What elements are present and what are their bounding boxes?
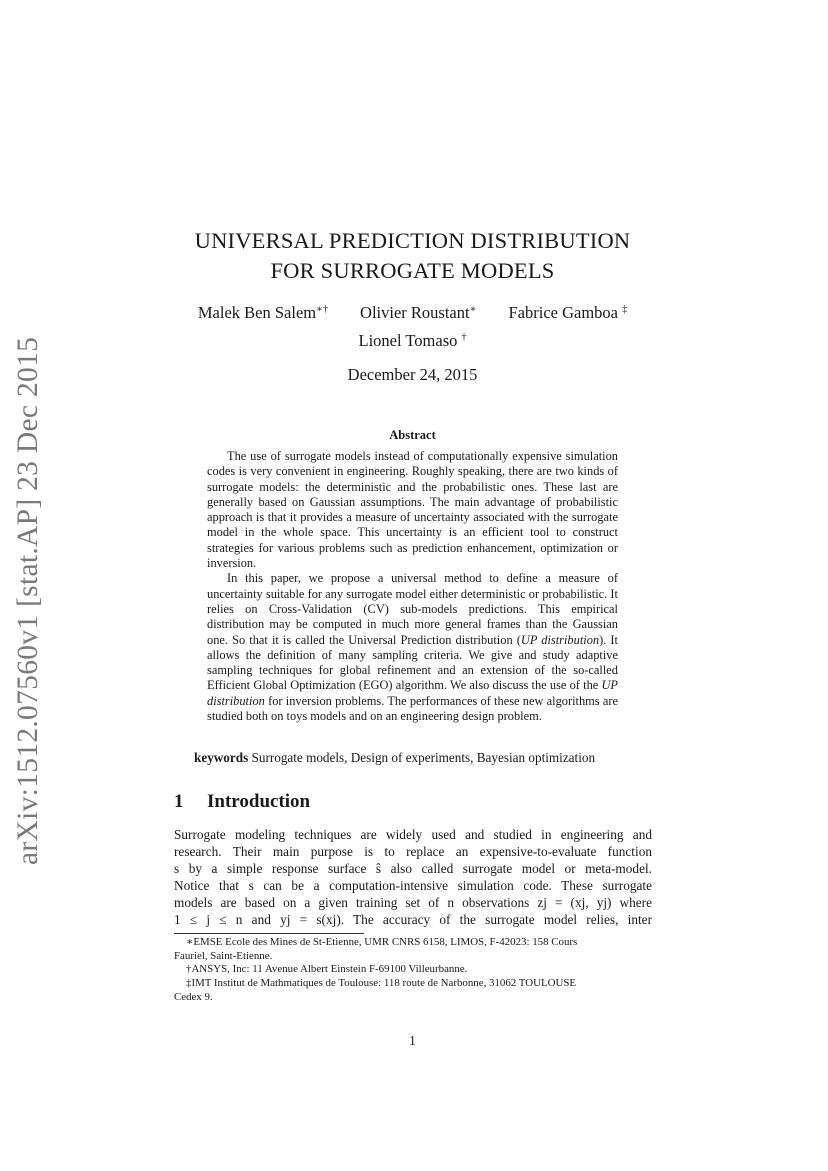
author: Fabrice Gamboa ‡ [508, 303, 628, 322]
text-line: Surrogate modeling techniques are widely used and studied in engineering and [174, 827, 652, 842]
up-distribution-term: UP distribution [207, 678, 618, 708]
text-line: s by a simple response surface ŝ also called surrogate model or meta-model. [174, 861, 652, 877]
keywords-text: Surrogate models, Design of experiments, Bayesian optimization [251, 750, 596, 765]
keywords-label: keywords [194, 750, 249, 765]
text-line: models are based on a given training set of n observations zj = (xj, yj) where [174, 895, 652, 911]
title-line-2: FOR SURROGATE MODELS [270, 258, 555, 283]
page-number: 1 [409, 1033, 416, 1048]
author: Lionel Tomaso † [358, 331, 467, 350]
keywords-line [194, 750, 664, 766]
footnote-affiliation-emse: ∗EMSE Ecole des Mines de St-Etienne, UMR CNRS 6158, LIMOS, F-42023: 158 Cours [186, 936, 578, 948]
up-distribution-term: UP distribution [520, 632, 600, 647]
section-heading [174, 790, 310, 814]
abstract-paragraph-1: The use of surrogate models instead of computationally expensive simulation codes is very convenient in engineering. Roughly speaking, there are two kinds of surrogate models: the deterministic and the probabilistic ones. These last are generally based on Gaussian assumptions. The main advantage of probabilistic approach is that it provides a measure of uncertainty associated with the surrogate model in the whole space. This uncertainty is an efficient tool to construct strategies for various problems such as prediction enhancement, optimization or inversion. [207, 449, 618, 571]
footnote-affiliation-imt: ‡IMT Institut de Mathmatiques de Toulouse: 118 route de Narbonne, 31062 TOULOUSE [186, 977, 577, 990]
footnote-affiliation-ansys: †ANSYS, Inc: 11 Avenue Albert Einstein F-69100 Villeurbanne. [186, 963, 468, 976]
footnote-divider [174, 933, 364, 934]
section-number: 1 [174, 791, 184, 812]
abstract-heading: Abstract [389, 428, 436, 442]
introduction-paragraph [174, 826, 652, 929]
author: Olivier Roustant∗ [360, 303, 477, 322]
publication-date: December 24, 2015 [347, 365, 478, 384]
footnotes [174, 936, 652, 1005]
footnote-affiliation-imt-cont: Cedex 9. [174, 990, 213, 1003]
title-line-1: UNIVERSAL PREDICTION DISTRIBUTION [194, 228, 631, 253]
text-line: 1 ≤ j ≤ n and yj = s(xj). The accuracy of the surrogate model relies, inter [174, 912, 652, 928]
author-list [150, 302, 675, 324]
text-line: Notice that s can be a computation-intensive simulation code. These surrogate [174, 878, 652, 894]
section-title: Introduction [207, 791, 311, 812]
abstract-paragraph-2: In this paper, we propose a universal method to define a measure of uncertainty suitable for any surrogate model either deterministic or probabilistic. It relies on Cross-Validation (CV) sub-models predictions. This empirical distribution may be computed in much more general frames than the Gaussian one. So that it is called the Universal Prediction distribution (UP distribution). It allows the definition of many sampling criteria. We give and study adaptive sampling techniques for global refinement and an extension of the so-called Efficient Global Optimization (EGO) algorithm. We also discuss the use of the UP distribution for inversion problems. The performances of these new algorithms are studied both on toys models and on an engineering design problem. [207, 571, 618, 724]
paper-title [150, 226, 675, 286]
footnote-affiliation-emse-cont: Fauriel, Saint-Etienne. [174, 949, 273, 962]
abstract-body [207, 449, 618, 724]
text-line: research. Their main purpose is to replace an expensive-to-evaluate function [174, 844, 652, 860]
author: Malek Ben Salem∗† [197, 303, 328, 322]
arxiv-identifier-stamp: arXiv:1512.07560v1 [stat.AP] 23 Dec 2015 [12, 336, 44, 865]
author-list-second-row [150, 330, 675, 352]
